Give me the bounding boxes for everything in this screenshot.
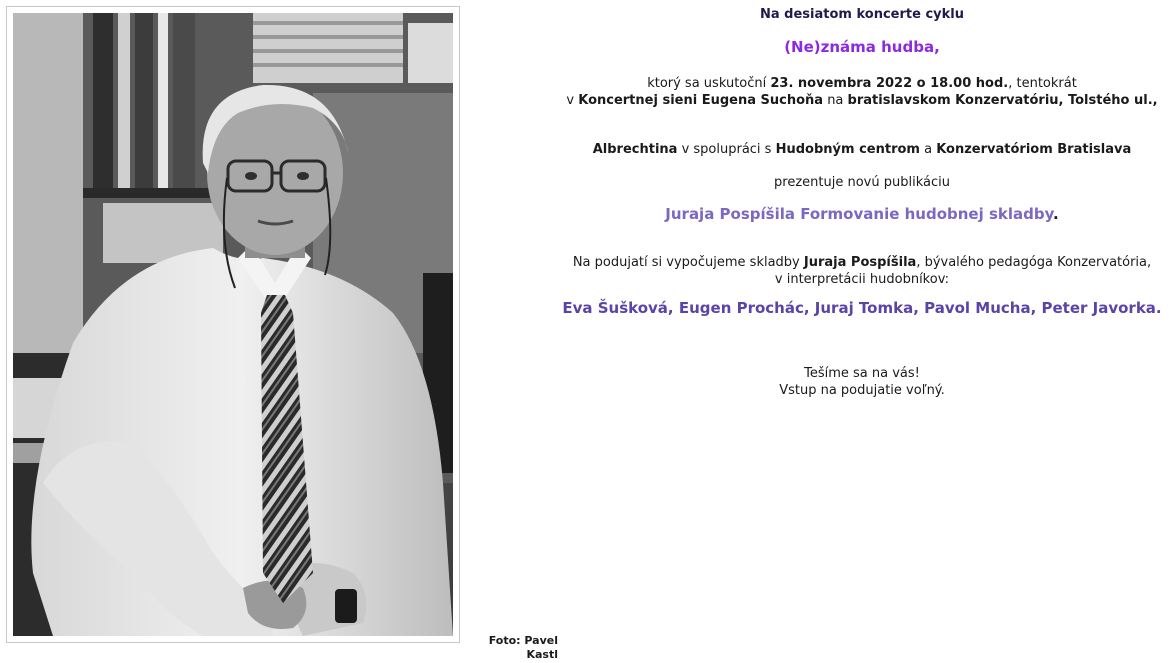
event-date: 23. novembra 2022 o 18.00 hod.: [770, 76, 1009, 91]
organizer-hudobne-centrum: Hudobným centrom: [775, 142, 920, 157]
organizer-text-2: a: [919, 142, 937, 157]
program-composer: Juraja Pospíšila: [803, 255, 917, 270]
portrait-illustration: [13, 13, 453, 636]
organizer-text-1: v spolupráci s: [677, 142, 776, 157]
program-description: [560, 254, 1164, 288]
book-period: .: [1053, 205, 1059, 223]
caption-line-2: Kastl: [526, 648, 558, 661]
closing-lines: [560, 365, 1164, 399]
portrait-photo: [13, 13, 453, 636]
book-line: [560, 206, 1164, 223]
caption-line-1: Foto: Pavel: [488, 634, 558, 647]
book-title: Juraja Pospíšila Formovanie hudobnej skladby: [665, 205, 1053, 223]
when-text-2: , tentokrát: [1008, 76, 1077, 91]
organizer-konzervatorium: Konzervatóriom Bratislava: [936, 142, 1132, 157]
event-place: bratislavskom Konzervatóriu, Tolstého ul.,: [847, 93, 1158, 108]
photo-caption: [476, 634, 558, 662]
where-text-2: na: [823, 93, 848, 108]
program-text-1: Na podujatí si vypočujeme skladby: [572, 255, 804, 270]
closing-greeting: Tešíme sa na vás!: [804, 366, 920, 381]
photo-frame: [6, 6, 460, 643]
program-text-3: v interpretácii hudobníkov:: [774, 272, 950, 287]
where-text-1: v: [566, 93, 579, 108]
when-text-1: ktorý sa uskutoční: [647, 76, 771, 91]
closing-admission: Vstup na podujatie voľný.: [779, 383, 945, 398]
intro-heading: Na desiatom koncerte cyklu: [760, 7, 964, 22]
organizer-albrechtina: Albrechtina: [592, 142, 678, 157]
program-text-2: , bývalého pedagóga Konzervatória,: [916, 255, 1152, 270]
organizers: [560, 141, 1164, 158]
event-hall: Koncertnej sieni Eugena Suchoňa: [578, 93, 824, 108]
event-details: [560, 75, 1164, 109]
performers-list: Eva Šušková, Eugen Prochác, Juraj Tomka, Pavol Mucha, Peter Javorka.: [562, 299, 1162, 317]
cycle-name: (Ne)známa hudba,: [784, 38, 940, 56]
presents-line: prezentuje novú publikáciu: [774, 175, 950, 190]
